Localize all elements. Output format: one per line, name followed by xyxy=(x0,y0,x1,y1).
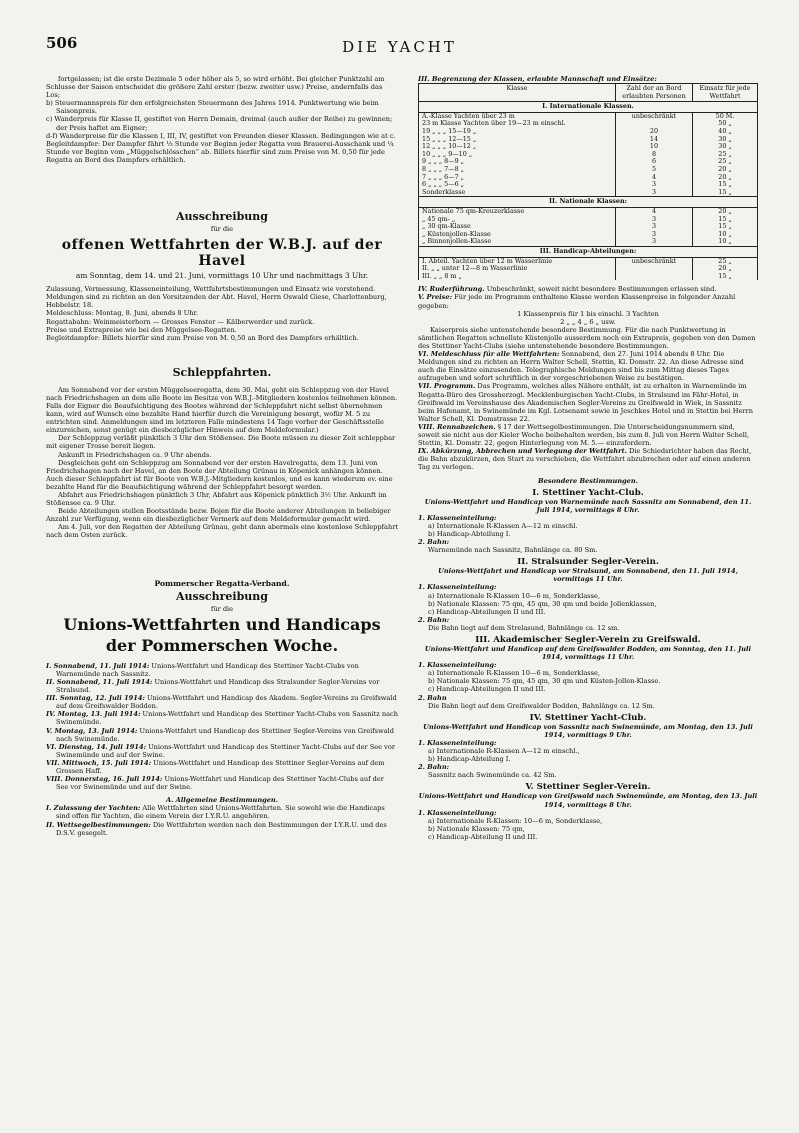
club-race-subtitle: Unions-Wettfahrt und Handicap von Greifswald nach Swinemünde, am Montag, den 13. Juli 1914, vormittags 8 Uhr. xyxy=(418,792,758,809)
persons-cell xyxy=(616,265,693,273)
group-title: III. Handicap-Abteilungen: xyxy=(419,246,758,257)
club-detail-line: Sassnitz nach Swinemünde ca. 42 Sm. xyxy=(428,771,557,780)
persons-cell: 3 xyxy=(616,231,693,239)
class-cell: 6 „ „ „ 5—6 „ xyxy=(419,181,616,189)
clubs-list xyxy=(418,488,758,841)
page-number: 506 xyxy=(46,34,78,52)
club-detail-line: 1. Klasseneinteilung: xyxy=(418,513,497,522)
persons-cell: 3 xyxy=(616,181,693,189)
club-detail-line: b) Nationale Klassen: 75 qm, xyxy=(428,824,525,833)
club-detail-line: c) Handicap-Abteilungen II und III. xyxy=(428,607,546,616)
fee-cell: 40 „ xyxy=(693,128,758,136)
class-cell: „ Binnenjollen-Klasse xyxy=(419,238,616,246)
persons-cell: 3 xyxy=(616,189,693,197)
left-column xyxy=(46,75,398,837)
allg-item: II. Wettsegelbestimmungen: Die Wettfahrten werden nach den Bestimmungen der I.Y.R.U. und des D.S.V. gesegelt. xyxy=(46,820,387,837)
club-name: V. Stettiner Segler-Verein. xyxy=(525,782,651,793)
fee-cell: 25 „ xyxy=(693,257,758,265)
pom-day: III. Sonntag, 12. Juli 1914: Unions-Wettfahrt und Handicap des Akadem. Segler-Vereins zu Greifswald auf dem Greifswalder Bodden. xyxy=(46,694,397,711)
pom-day: V. Montag, 13. Juli 1914: Unions-Wettfahrt und Handicap des Stettiner Segler-Vereins von Greifswald nach Swinemünde. xyxy=(46,726,394,743)
persons-cell: 10 xyxy=(616,143,693,151)
intro-text: fortgelassen; ist die erste Dezimale 5 oder höher als 5, so wird erhöht. Bei gleicher Punktzahl am Schlusse der Saison entscheidet die größere Zahl erster (bezw. zweiter usw.) Preise, andernfalls das Los; xyxy=(46,75,385,100)
sec-ix: IX. Abkürzung, Abbrechen und Verlegung der Wettfahrt. Die Schiedsrichter haben das Recht, die Bahn abzukürzen, den Start zu verschieben, die Wettfahrt abzubrechen oder auf einen anderen Tag zu verlegen. xyxy=(418,447,752,472)
table-group-title xyxy=(419,246,758,257)
schlepp-para: Abfahrt aus Friedrichshagen pünktlich 3 Uhr, Abfahrt aus Köpenick pünktlich 3½ Uhr. Ankunft im Stößensee ca. 9 Uhr. xyxy=(46,491,387,508)
persons-cell: 5 xyxy=(616,166,693,174)
unions-title-2: der Pommerschen Woche. xyxy=(105,635,339,655)
table-row xyxy=(419,181,758,189)
club-detail-line: c) Handicap-Abteilung II und III. xyxy=(428,832,538,841)
fee-cell: 30 „ xyxy=(693,143,758,151)
club-race-subtitle: Unions-Wettfahrt und Handicap vor Stralsund, am Sonnabend, den 11. Juli 1914, vormittags 11 Uhr. xyxy=(438,567,738,584)
class-cell: 10 „ „ „ 9—10 „ xyxy=(419,151,616,159)
club-detail-line: b) Handicap-Abteilung I. xyxy=(428,529,511,538)
club-detail-line: b) Handicap-Abteilung I. xyxy=(428,755,511,764)
class-cell: 12 „ „ „ 10—12 „ xyxy=(419,143,616,151)
fee-cell: 20 „ xyxy=(693,208,758,216)
club-detail-line: Warnemünde nach Sassnitz, Bahnlänge ca. 80 Sm. xyxy=(428,546,598,555)
class-table xyxy=(418,83,758,280)
club-detail-line: 1. Klasseneinteilung: xyxy=(418,583,497,592)
intro-dampfer: Begleitdampfer: Der Dampfer fährt ⅓ Stunde vor Beginn jeder Regatta vom Brauerei-Ausschank und ¼ Stunde vor Beginn vom „Müggelschlösschen“ ab. Billets hierfür sind zum Preise von M. 0,50 für jede Regatta an Bord des Dampfers erhältlich. xyxy=(46,139,394,164)
club-race-subtitle: Unions-Wettfahrt und Handicap auf dem Greifswalder Bodden, am Sonntag, den 11. Juli 1914, vormittags 11 Uhr. xyxy=(424,645,752,662)
class-cell: II. „ „ unter 12—8 m Wasserlinie xyxy=(419,265,616,273)
wbj-para: Preise und Extrapreise wie bei den Müggelsee-Regatten. xyxy=(46,325,237,334)
table-row xyxy=(419,174,758,182)
club-name: II. Stralsunder Segler-Verein. xyxy=(517,557,659,568)
persons-cell: unbeschränkt xyxy=(616,257,693,265)
persons-cell: 6 xyxy=(616,158,693,166)
fee-cell: 15 „ xyxy=(693,216,758,224)
table-group-title xyxy=(419,197,758,208)
table-row xyxy=(419,273,758,281)
pom-day: VI. Dienstag, 14. Juli 1914: Unions-Wettfahrt und Handicap des Stettiner Yacht-Clubs auf der See vor Swinemünde und auf der Swine. xyxy=(46,742,395,759)
club-detail-line: b) Nationale Klassen: 75 qm, 45 qm, 30 qm und Küsten-Jollen-Klasse. xyxy=(428,677,661,686)
club-detail-line: a) Internationale R-Klassen: 10—6 m, Sonderklasse, xyxy=(428,816,603,825)
pom-day: VII. Mittwoch, 15. Juli 1914: Unions-Wettfahrt und Handicap des Stettiner Segler-Vereins auf dem Grossen Haff. xyxy=(46,758,385,775)
schleppfahrten-heading: Schleppfahrten. xyxy=(172,365,272,379)
wbj-title: offenen Wettfahrten der W.B.J. auf der Havel xyxy=(61,237,383,270)
besondere-heading: Besondere Bestimmungen. xyxy=(538,476,638,485)
intro-c: c) Wanderpreis für Klasse II, gestiftet von Herrn Demain, dreimal (auch außer der Reihe) zu gewinnen; der Preis haftet am Eigner; xyxy=(46,115,393,132)
club-detail-line: 2. Bahn: xyxy=(418,763,450,772)
schlepp-para: Der Schleppzug verläßt pünktlich 3 Uhr den Stößensee. Die Boote müssen zu dieser Zeit schleppbar mit eigener Trosse bereit liegen. xyxy=(46,434,396,451)
sec-v: V. Preise: Für jede im Programm enthaltene Klasse werden Klassenpreise in folgender Anzahl gegeben: xyxy=(418,293,736,310)
class-cell: 15 „ „ „ 12—15 „ xyxy=(419,136,616,144)
allg-item: I. Zulassung der Yachten: Alle Wettfahrten sind Unions-Wettfahrten. Sie sowohl wie die Handicaps sind offen für Yachten, die einem Verein der I.Y.R.U. angehören. xyxy=(46,804,385,821)
persons-cell: 3 xyxy=(616,223,693,231)
pom-day: II. Sonnabend, 11. Juli 1914: Unions-Wettfahrt und Handicap des Stralsunder Segler-Vereins vor Stralsund. xyxy=(46,677,380,695)
pom-day: VIII. Donnerstag, 16. Juli 1914: Unions-Wettfahrt und Handicap des Stettiner Yacht-Clubs auf der See vor Swinemünde und auf der Swine. xyxy=(46,775,384,792)
fee-cell: 20 „ xyxy=(693,265,758,273)
pom-days-list xyxy=(46,662,398,792)
fee-cell: 15 „ xyxy=(693,189,758,197)
table-row xyxy=(419,158,758,166)
fee-cell: 50 M. xyxy=(693,112,758,120)
fee-cell: 20 „ xyxy=(693,166,758,174)
table-group-title xyxy=(419,102,758,113)
table-row xyxy=(419,151,758,159)
sec-viii: VIII. Rennabzeichen. § 17 der Wettsegelbestimmungen. Die Unterscheidungsnummern sind, soweit sie nicht aus der Kieler Woche beibehalten werden, bis zum 8. Juli von Herrn Walter Schell, Stettin, Kl. Domstr. 22, gegen Hinterlegung von M. 5.— einzufordern. xyxy=(418,422,750,448)
club-detail-line: b) Nationale Klassen: 75 qm, 45 qm, 30 qm und beide Jollenklassen, xyxy=(428,599,657,608)
class-cell: „ Küstenjollen-Klasse xyxy=(419,231,616,239)
fee-cell: 10 „ xyxy=(693,231,758,239)
table-row xyxy=(419,208,758,216)
group-title: I. Internationale Klassen. xyxy=(419,102,758,113)
club-detail-line: 2. Bahn: xyxy=(418,615,450,624)
fee-cell: 15 „ xyxy=(693,223,758,231)
class-cell: 7 „ „ „ 6—7 „ xyxy=(419,174,616,182)
persons-cell xyxy=(616,273,693,281)
intro-b: b) Steuermannspreis für den erfolgreichsten Steuermann des Jahres 1914. Punktwertung wie beim Saisonpreis. xyxy=(46,99,379,116)
col-header: Einsatz für jede Wettfahrt xyxy=(693,84,758,102)
persons-cell: 3 xyxy=(616,238,693,246)
allg-heading: A. Allgemeine Bestimmungen. xyxy=(165,796,279,805)
club-detail-line: a) Internationale R-Klassen 10—6 m, Sonderklasse, xyxy=(428,669,601,678)
club-detail-line: 1. Klasseneinteilung: xyxy=(418,738,497,747)
ausschreibung-heading-1: Ausschreibung xyxy=(176,210,268,224)
wbj-para: Meldeschluss: Montag, 8. Juni, abends 8 Uhr. xyxy=(46,309,199,318)
wbj-para: Begleitdampfer: Billets hierfür sind zum Preise von M. 0,50 an Bord des Dampfers erhältlich. xyxy=(46,333,359,342)
fee-cell: 25 „ xyxy=(693,151,758,159)
fee-cell: 50 „ xyxy=(693,120,758,128)
table-row xyxy=(419,166,758,174)
class-cell: I. Abteil. Yachten über 12 m Wasserlinie xyxy=(419,257,616,265)
club-detail-line: Die Bahn liegt auf dem Greifswalder Bodden, Bahnlänge ca. 12 Sm. xyxy=(428,701,655,710)
sec-v-rest: Kaiserpreis siehe untenstehende besondere Bestimmung. Für die nach Punktwertung in sämtlichen Regatten schnellste Küstenjolle ausserdem noch ein Extrapreis, gegeben von den Damen des Stettiner Yacht-Clubs (siehe untenstehende besondere Bestimmungen. xyxy=(418,325,756,350)
wbj-para: Zulassung, Vermessung, Klasseneinteilung, Wettfahrtsbestimmungen und Einsatz wie vorstehend. xyxy=(46,285,376,294)
club-detail-line: c) Handicap-Abteilungen II und III. xyxy=(428,685,546,694)
table-row xyxy=(419,189,758,197)
pom-verband: Pommerscher Regatta-Verband. xyxy=(154,578,290,588)
persons-cell: 3 xyxy=(616,216,693,224)
club-detail-line: 2. Bahn xyxy=(418,693,447,702)
col-header: Klasse xyxy=(419,84,616,102)
schlepp-para: Am 4. Juli, vor den Regatten der Abteilung Grünau, geht dann abermals eine kostenlose Schleppfahrt nach dem Osten zurück. xyxy=(46,523,399,540)
fuer-die-2: für die xyxy=(210,604,234,613)
class-cell: 23 m Klasse Yachten über 19—23 m einschl. xyxy=(419,120,616,128)
wbj-date: am Sonntag, dem 14. und 21. Juni, vormittags 10 Uhr und nachmittags 3 Uhr. xyxy=(75,271,369,281)
class-cell: A.-Klasse Yachten über 23 m xyxy=(419,112,616,120)
class-cell: 8 „ „ „ 7—8 „ xyxy=(419,166,616,174)
class-cell: Sonderklasse xyxy=(419,189,616,197)
fee-cell: 30 „ xyxy=(693,136,758,144)
right-column xyxy=(418,75,758,841)
schlepp-para: Beide Abteilungen stellen Bootsstände bezw. Bojen für die Boote anderer Abteilungen in beliebiger Anzahl zur Verfügung, wenn ein diesbezüglicher Vermerk auf dem Meldeformular gemacht wird. xyxy=(46,507,391,524)
club-detail-line: a) Internationale R-Klassen 10—6 m, Sonderklasse, xyxy=(428,591,601,600)
unions-title-1: Unions-Wettfahrten und Handicaps xyxy=(63,614,381,634)
club-name: IV. Stettiner Yacht-Club. xyxy=(529,712,647,723)
fee-cell: 25 „ xyxy=(693,158,758,166)
class-cell: III. „ „ 8 m „ xyxy=(419,273,616,281)
intro-d: d-f) Wanderpreise für die Klassen I, III, IV, gestiftet von Freunden dieser Klassen. Bedingungen wie at c. xyxy=(46,131,396,140)
club-detail-line: a) Internationale R-Klassen A—12 m einschl. xyxy=(428,521,578,530)
fee-cell: 10 „ xyxy=(693,238,758,246)
club-detail-line: 1. Klasseneinteilung: xyxy=(418,661,497,670)
fuer-die-1: für die xyxy=(210,225,234,234)
wbj-para: Regattabahn: Weinmeisterhorn — Grosses Fenster — Kälberwerder und zurück. xyxy=(46,317,315,326)
fee-cell: 20 „ xyxy=(693,174,758,182)
club-race-subtitle: Unions-Wettfahrt und Handicap von Sassnitz nach Swinemünde, am Montag, den 13. Juli 1914, vormittags 9 Uhr. xyxy=(423,722,753,739)
class-cell: „ 45 qm- „ xyxy=(419,216,616,224)
persons-cell: 4 xyxy=(616,208,693,216)
table-heading: III. Begrenzung der Klassen, erlaubte Mannschaft und Einsätze: xyxy=(418,75,657,83)
club-race-subtitle: Unions-Wettfahrt und Handicap von Warnemünde nach Sassnitz am Sonnabend, den 11. Juli 1914, vormittags 8 Uhr. xyxy=(424,497,752,514)
club-name: III. Akademischer Segler-Verein zu Greifswald. xyxy=(475,635,701,645)
class-table-body xyxy=(419,102,758,281)
table-row xyxy=(419,238,758,246)
preis-line: 1 Klassenpreis für 1 bis einschl. 3 Yachten xyxy=(517,309,659,318)
club-detail-line: a) Internationale R-Klassen A—12 m einschl., xyxy=(428,747,580,756)
club-detail-line: Die Bahn liegt auf dem Strelasund, Bahnlänge ca. 12 sm. xyxy=(428,623,620,632)
club-detail-line: 2. Bahn: xyxy=(418,538,450,547)
sec-vi: VI. Meldeschluss für alle Wettfahrten: Sonnabend, den 27. Juni 1914 abends 8 Uhr. Die Meldungen sind zu richten an Herrn Walter Schell, Stettin, Kl. Domstr. 22. An diese Adresse sind auch die Einsätze einzusenden. Telegraphische Meldungen sind bis zum Mittag dieses Tages aufzugeben und sofort schriftlich in der vorgeschriebenen Weise zu bestätigen. xyxy=(418,350,744,383)
schlepp-para: Desgleichen geht ein Schleppzug am Sonnabend vor der ersten Havelregatta, dem 13. Juni von Friedrichshagen nach der Havel, an den Boote der Abteilung Grünau in Köpenick anhängen können. Auch dieser Schleppfahrt ist für Boote von W.B.J.-Mitgliedern kostenlos, und es kann wiederum ev. eine bezahlte Hand für die Beaufsichtigung während der Schleppfahrt besorgt werden. xyxy=(46,458,393,491)
club-detail-line: 1. Klasseneinteilung: xyxy=(418,808,497,817)
table-row xyxy=(419,265,758,273)
class-cell: Nationale 75 qm-Kreuzerklasse xyxy=(419,208,616,216)
sec-iv: IV. Ruderführung. Unbeschränkt, soweit nicht besondere Bestimmungen erlassen sind. xyxy=(418,285,717,294)
club-name: I. Stettiner Yacht-Club. xyxy=(532,487,644,498)
persons-cell: 4 xyxy=(616,174,693,182)
persons-cell: 20 xyxy=(616,128,693,136)
persons-cell: unbeschränkt xyxy=(616,112,693,120)
table-header-row xyxy=(419,84,758,102)
wbj-para: Meldungen sind zu richten an den Vorsitzenden der Abt. Havel, Herrn Oswald Giese, Charlottenburg, Hebbelstr. 18. xyxy=(46,293,387,310)
class-cell: „ 30 qm-Klasse xyxy=(419,223,616,231)
sec-vii: VII. Programm. Das Programm, welches alles Nähere enthält, ist zu erhalten in Warnemünde im Regatta-Büro des Grossherzogl. Mecklenburgischen Yacht-Clubs, in Stralsund im Fähr-Hotel, in Greifswald im Vereinshause des Akademischen Segler-Vereins zu Greifswald in Wiek, in Sassnitz beim Hafenamt, in Swinemünde im Kgl. Lotsenamt sowie in Jeschkes Hotel und in Stettin bei Herrn Walter Schell, Kl. Domstrasse 22. xyxy=(418,382,753,423)
schlepp-para: Ankunft in Friedrichshagen ca. 9 Uhr abends. xyxy=(58,450,212,459)
col-header: Zahl der an Bord erlaubten Personen xyxy=(616,84,693,102)
pom-day: IV. Montag, 13. Juli 1914: Unions-Wettfahrt und Handicap des Stettiner Yacht-Clubs von Sassnitz nach Swinemünde. xyxy=(46,710,398,727)
running-head: DIE YACHT xyxy=(342,38,457,56)
group-title: II. Nationale Klassen: xyxy=(419,197,758,208)
schlepp-para: Am Sonnabend vor der ersten Müggelseeregatta, dem 30. Mai, geht ein Schleppzug von der Havel nach Friedrichshagen an dem alle Boote im Besitze von W.B.J.-Mitgliedern kostenlos teilnehmen können. Falls der Eigner die Beaufsichtigung des Bootes während der Schleppfahrt nicht selbst übernehmen kann, wird auf Wunsch eine bezahlte Hand hierfür durch die Vereinigung besorgt, wofür M. 5 zu entrichten sind. Anmeldungen sind im letzteren Falle mindestens 14 Tage vorher der Geschäftsstelle einzureichen, sonst genügt ein diesbezüglicher Hinweis auf dem Meldeformular.) xyxy=(46,385,398,435)
preis-line: 2 „ „ 4 „ 6 „ usw. xyxy=(560,317,616,326)
pom-day: I. Sonnabend, 11. Juli 1914: Unions-Wettfahrt und Handicap des Stettiner Yacht-Clubs von Warnemünde nach Sassnitz. xyxy=(46,661,359,678)
persons-cell: 8 xyxy=(616,151,693,159)
ausschreibung-heading-2: Ausschreibung xyxy=(176,589,268,603)
persons-cell: 14 xyxy=(616,136,693,144)
class-cell: 9 „ „ „ 8—9 „ xyxy=(419,158,616,166)
fee-cell: 15 „ xyxy=(693,181,758,189)
class-cell: 19 „ „ „ 15—19 „ xyxy=(419,128,616,136)
fee-cell: 15 „ xyxy=(693,273,758,281)
